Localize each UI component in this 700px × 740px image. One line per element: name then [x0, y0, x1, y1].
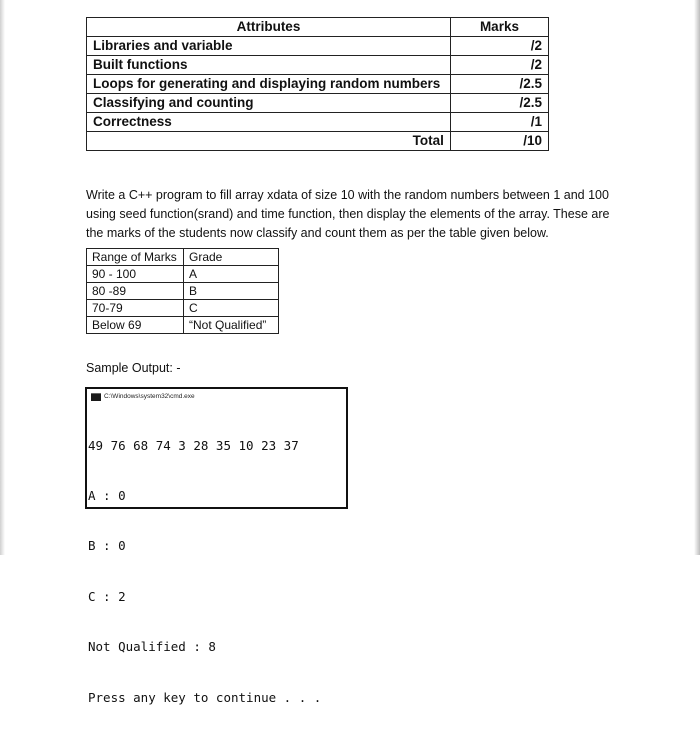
total-label: Total — [87, 132, 451, 151]
cmd-icon — [91, 393, 101, 401]
range-cell: Below 69 — [87, 317, 184, 334]
marks-row — [87, 75, 549, 94]
grade-row — [87, 266, 279, 283]
marks-table — [86, 17, 549, 151]
range-cell: 80 -89 — [87, 283, 184, 300]
console-title: C:\Windows\system32\cmd.exe — [104, 393, 195, 400]
marks-row — [87, 37, 549, 56]
attribute-cell: Classifying and counting — [87, 94, 451, 113]
attribute-cell: Correctness — [87, 113, 451, 132]
console-line: 49 76 68 74 3 28 35 10 23 37 — [88, 437, 299, 453]
marks-cell: /2.5 — [450, 75, 548, 94]
range-cell: 90 - 100 — [87, 266, 184, 283]
marks-row — [87, 113, 549, 132]
console-line: Not Qualified : 8 — [88, 639, 216, 655]
page-edge-left — [0, 0, 5, 555]
console-line: B : 0 — [88, 538, 126, 554]
marks-cell: /1 — [450, 113, 548, 132]
total-marks: /10 — [450, 132, 548, 151]
marks-row — [87, 56, 549, 75]
grade-row — [87, 317, 279, 334]
sample-output-label: Sample Output: - — [86, 361, 181, 375]
console-line: Press any key to continue . . . — [88, 689, 322, 705]
marks-cell: /2 — [450, 56, 548, 75]
question-text: Write a C++ program to fill array xdata of size 10 with the random numbers between 1 and 100 using seed function(srand) and time function, then display the elements of the array. These are the marks of the students now classify and count them as per the table given below. — [86, 188, 610, 240]
grade-cell: C — [184, 300, 279, 317]
attributes-header: Attributes — [87, 18, 451, 37]
grade-cell: B — [184, 283, 279, 300]
marks-header: Marks — [450, 18, 548, 37]
range-header: Range of Marks — [87, 249, 184, 266]
range-cell: 70-79 — [87, 300, 184, 317]
grade-header: Grade — [184, 249, 279, 266]
grade-cell: A — [184, 266, 279, 283]
attribute-cell: Loops for generating and displaying random numbers — [87, 75, 451, 94]
marks-total-row — [87, 132, 549, 151]
grade-table — [86, 248, 279, 334]
page-edge-right — [694, 0, 700, 555]
console-titlebar — [87, 389, 346, 404]
attribute-cell: Libraries and variable — [87, 37, 451, 56]
grade-table-header — [87, 249, 279, 266]
marks-cell: /2 — [450, 37, 548, 56]
console-window — [85, 387, 348, 705]
grade-row — [87, 283, 279, 300]
marks-table-header — [87, 18, 549, 37]
grade-row — [87, 300, 279, 317]
marks-cell: /2.5 — [450, 94, 548, 113]
console-output — [87, 404, 346, 740]
console-line: C : 2 — [88, 588, 126, 604]
marks-row — [87, 94, 549, 113]
attribute-cell: Built functions — [87, 56, 451, 75]
console-line: A : 0 — [88, 487, 126, 503]
grade-cell: “Not Qualified” — [184, 317, 279, 334]
